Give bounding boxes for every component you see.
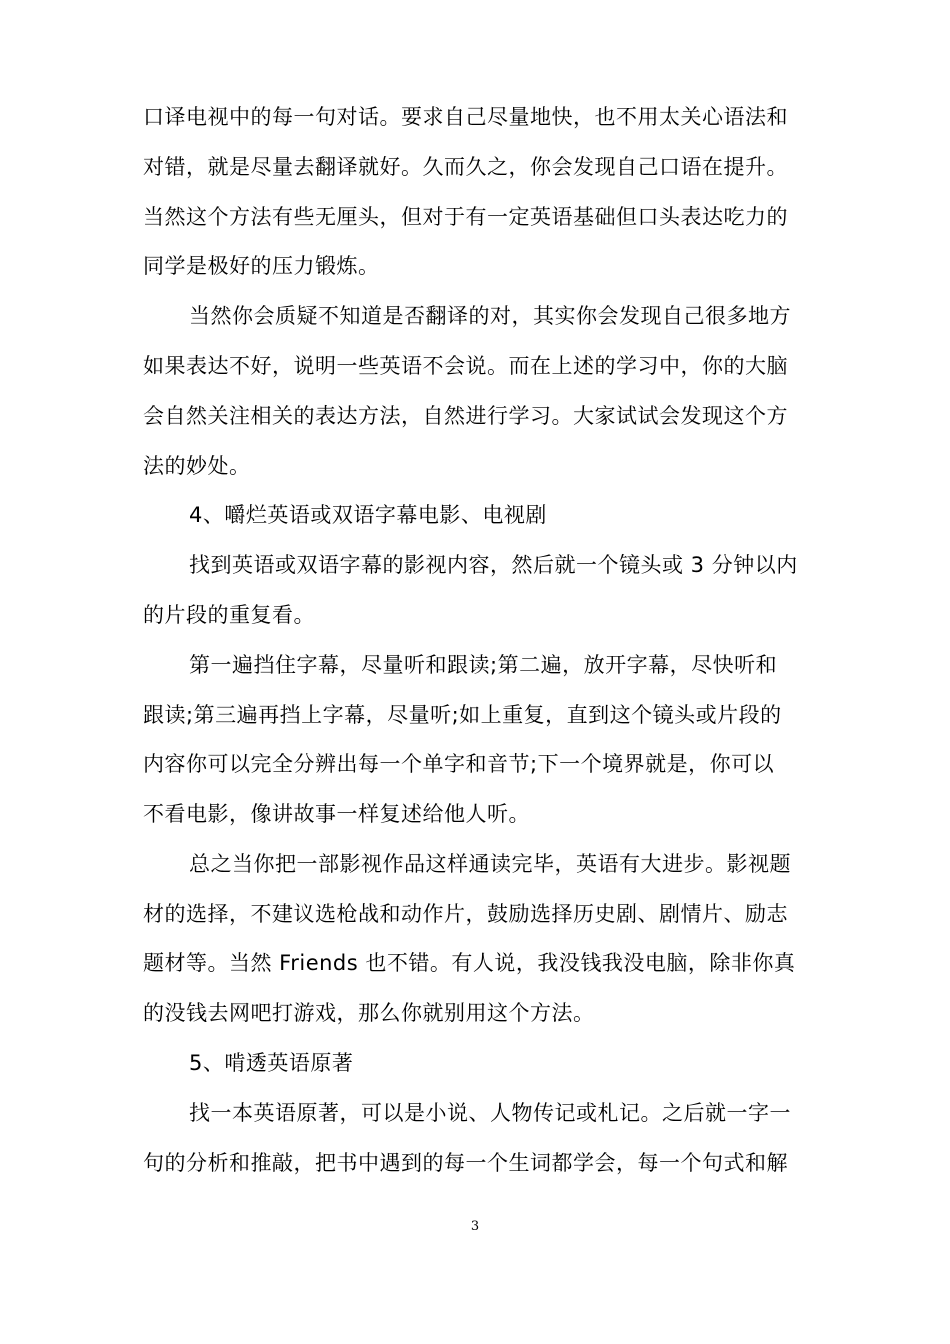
body-text-line: 口译电视中的每一句对话。要求自己尽量地快，也不用太关心语法和 [143, 105, 788, 129]
body-text-line: 如果表达不好，说明一些英语不会说。而在上述的学习中，你的大脑 [143, 354, 788, 378]
body-text-line: 同学是极好的压力锻炼。 [143, 254, 380, 278]
body-text-line: 句的分析和推敲，把书中遇到的每一个生词都学会，每一个句式和解 [143, 1151, 788, 1175]
body-text-line: 找一本英语原著，可以是小说、人物传记或札记。之后就一字一 [189, 1101, 791, 1125]
body-text-line: 内容你可以完全分辨出每一个单字和音节;下一个境界就是，你可以 [143, 752, 775, 776]
body-text-line: 第一遍挡住字幕，尽量听和跟读;第二遍，放开字幕，尽快听和 [189, 653, 778, 677]
body-text-line: 总之当你把一部影视作品这样通读完毕，英语有大进步。影视题 [189, 852, 791, 876]
section-heading: 5、啃透英语原著 [189, 1051, 354, 1075]
body-text-line: 法的妙处。 [143, 454, 251, 478]
body-text-line: 当然你会质疑不知道是否翻译的对，其实你会发现自己很多地方 [189, 304, 791, 328]
body-text-line: 当然这个方法有些无厘头，但对于有一定英语基础但口头表达吃力的 [143, 205, 788, 229]
page-number: 3 [470, 1219, 480, 1234]
body-text-line: 不看电影，像讲故事一样复述给他人听。 [143, 802, 530, 826]
body-text-line: 找到英语或双语字幕的影视内容，然后就一个镜头或 3 分钟以内 [189, 553, 798, 577]
body-text-line: 对错，就是尽量去翻译就好。久而久之，你会发现自己口语在提升。 [143, 155, 788, 179]
body-text-line: 会自然关注相关的表达方法，自然进行学习。大家试试会发现这个方 [143, 404, 788, 428]
section-heading: 4、嚼烂英语或双语字幕电影、电视剧 [189, 503, 547, 527]
body-text-line: 跟读;第三遍再挡上字幕，尽量听;如上重复，直到这个镜头或片段的 [143, 703, 782, 727]
body-text-line: 题材等。当然 Friends 也不错。有人说，我没钱我没电脑，除非你真 [143, 951, 796, 975]
body-text-line: 的没钱去网吧打游戏，那么你就别用这个方法。 [143, 1001, 595, 1025]
body-text-line: 的片段的重复看。 [143, 603, 315, 627]
body-text-line: 材的选择，不建议选枪战和动作片，鼓励选择历史剧、剧情片、励志 [143, 902, 788, 926]
